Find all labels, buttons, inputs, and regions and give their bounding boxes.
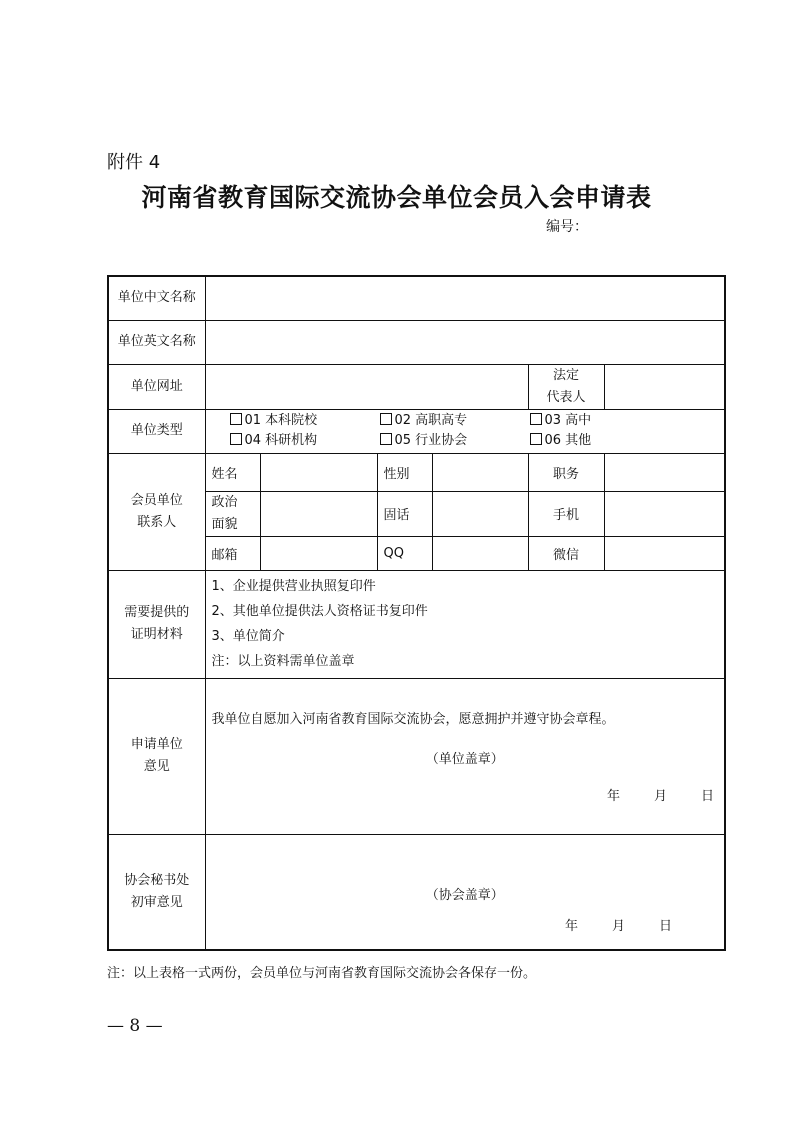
type-option-label: 06 其他	[544, 433, 592, 448]
contact-position-field[interactable]	[604, 453, 725, 491]
contact-mobile-field[interactable]	[604, 491, 725, 536]
footer-note: 注：以上表格一式两份，会员单位与河南省教育国际交流协会各保存一份。	[107, 966, 537, 981]
type-option-label: 03 高中	[544, 413, 592, 428]
serial-number-label: 编号：	[546, 219, 588, 235]
type-option-04[interactable]	[230, 431, 380, 451]
type-option-06[interactable]	[530, 431, 640, 451]
checkbox-icon	[380, 413, 392, 425]
secretariat-label-line2: 初审意见	[130, 894, 183, 910]
contact-name-label: 姓名	[205, 453, 260, 491]
contact-position-label: 职务	[528, 453, 604, 491]
checkbox-icon	[530, 413, 542, 425]
type-option-01[interactable]	[230, 411, 380, 431]
contact-person-label	[108, 453, 205, 570]
contact-email-label: 邮箱	[205, 536, 260, 570]
contact-wechat-field[interactable]	[604, 536, 725, 570]
checkbox-icon	[230, 433, 242, 445]
contact-landline-label: 固话	[377, 491, 432, 536]
date-month: 月	[653, 789, 667, 804]
page-number: — 8 —	[107, 1016, 163, 1036]
materials-item: 3、单位简介	[211, 629, 285, 644]
date-day: 日	[700, 789, 714, 804]
date-year: 年	[564, 918, 578, 934]
row-name-cn	[108, 276, 725, 320]
date-day: 日	[658, 918, 672, 934]
secretariat-opinion-label	[108, 834, 205, 950]
legal-rep-field[interactable]	[604, 364, 725, 409]
legal-rep-label-line1: 法定	[552, 367, 579, 383]
type-option-03[interactable]	[530, 411, 640, 431]
applicant-statement: 我单位自愿加入河南省教育国际交流协会，愿意拥护并遵守协会章程。	[211, 712, 615, 727]
applicant-date	[212, 785, 719, 804]
applicant-label-line1: 申请单位	[130, 737, 183, 752]
row-website	[108, 364, 725, 409]
checkbox-icon	[530, 433, 542, 445]
row-contact-1	[108, 453, 725, 491]
contact-gender-field[interactable]	[432, 453, 528, 491]
contact-qq-field[interactable]	[432, 536, 528, 570]
name-cn-field[interactable]	[205, 276, 725, 320]
applicant-opinion-field[interactable]	[205, 678, 725, 834]
checkbox-icon	[380, 433, 392, 445]
website-field[interactable]	[205, 364, 528, 409]
website-label: 单位网址	[108, 364, 205, 409]
materials-label-line2: 证明材料	[130, 627, 183, 642]
row-name-en	[108, 320, 725, 364]
row-unit-type	[108, 409, 725, 453]
materials-item: 注：以上资料需单位盖章	[211, 654, 355, 669]
name-en-label: 单位英文名称	[108, 320, 205, 364]
contact-political-field[interactable]	[260, 491, 377, 536]
secretariat-opinion-field[interactable]	[205, 834, 725, 950]
unit-type-label: 单位类型	[108, 409, 205, 453]
name-cn-label: 单位中文名称	[108, 276, 205, 320]
type-option-label: 02 高职高专	[394, 413, 468, 428]
application-form-table	[107, 275, 726, 951]
contact-label-line2: 联系人	[137, 514, 177, 530]
type-option-label: 04 科研机构	[244, 433, 318, 448]
political-label-line2: 面貌	[211, 516, 238, 532]
type-option-label: 05 行业协会	[394, 433, 468, 448]
name-en-field[interactable]	[205, 320, 725, 364]
materials-label-line1: 需要提供的	[124, 605, 190, 620]
contact-qq-label: QQ	[377, 536, 432, 570]
applicant-opinion-label	[108, 678, 205, 834]
type-option-label: 01 本科院校	[244, 413, 318, 428]
political-label-line1: 政治	[211, 494, 238, 510]
date-month: 月	[611, 918, 625, 934]
applicant-seal: （单位盖章）	[425, 752, 504, 767]
materials-label	[108, 570, 205, 678]
row-applicant-opinion	[108, 678, 725, 834]
materials-item: 2、其他单位提供法人资格证书复印件	[211, 604, 428, 619]
contact-gender-label: 性别	[377, 453, 432, 491]
unit-type-options	[205, 409, 725, 453]
contact-email-field[interactable]	[260, 536, 377, 570]
type-option-05[interactable]	[380, 431, 530, 451]
type-option-02[interactable]	[380, 411, 530, 431]
contact-name-field[interactable]	[260, 453, 377, 491]
date-year: 年	[606, 789, 620, 804]
contact-political-label	[205, 491, 260, 536]
legal-rep-label-line2: 代表人	[546, 389, 586, 405]
contact-label-line1: 会员单位	[130, 492, 183, 508]
secretariat-date	[212, 915, 719, 934]
legal-rep-label	[528, 364, 604, 409]
attachment-label: 附件 4	[107, 152, 161, 173]
secretariat-seal: （协会盖章）	[425, 887, 504, 903]
row-materials	[108, 570, 725, 678]
contact-landline-field[interactable]	[432, 491, 528, 536]
checkbox-icon	[230, 413, 242, 425]
materials-item: 1、企业提供营业执照复印件	[211, 579, 376, 594]
applicant-label-line2: 意见	[143, 759, 170, 774]
secretariat-label-line1: 协会秘书处	[124, 872, 190, 888]
contact-wechat-label: 微信	[528, 536, 604, 570]
page-title: 河南省教育国际交流协会单位会员入会申请表	[141, 183, 652, 212]
contact-mobile-label: 手机	[528, 491, 604, 536]
materials-list	[205, 570, 725, 678]
row-secretariat-opinion	[108, 834, 725, 950]
